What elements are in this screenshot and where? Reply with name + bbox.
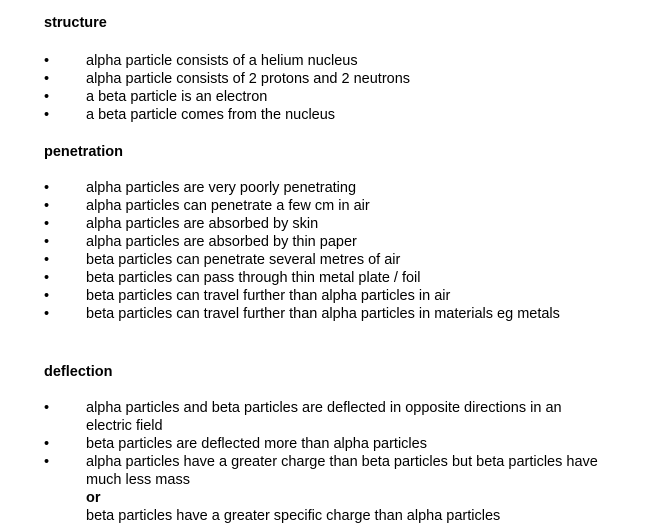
list-item-text: alpha particles are very poorly penetrating xyxy=(86,180,357,196)
list-item xyxy=(44,269,604,287)
list-item-text: alpha particle consists of 2 protons and 2 neutrons xyxy=(86,71,411,87)
list-item xyxy=(44,435,604,453)
list-item xyxy=(44,52,604,70)
penetration-list xyxy=(44,179,604,323)
bullet: • xyxy=(44,53,50,69)
list-item-text: alpha particles can penetrate a few cm in air xyxy=(86,198,370,214)
list-item xyxy=(44,70,604,88)
section-heading-penetration: penetration xyxy=(44,144,123,160)
list-item-text: alpha particle consists of a helium nucleus xyxy=(86,53,358,69)
section-heading-structure: structure xyxy=(44,15,107,31)
list-item-text: beta particles are deflected more than alpha particles xyxy=(86,436,427,452)
list-item-text: beta particles can pass through thin metal plate / foil xyxy=(86,270,421,286)
structure-list xyxy=(44,52,604,124)
bullet: • xyxy=(44,89,50,105)
list-item-text: alpha particles and beta particles are deflected in opposite directions in an electric field xyxy=(86,400,562,434)
list-item-text: beta particles can travel further than alpha particles in air xyxy=(86,288,451,304)
bullet: • xyxy=(44,288,50,304)
list-item xyxy=(44,305,604,323)
bullet: • xyxy=(44,306,50,322)
list-item xyxy=(44,106,604,124)
list-item-text: alpha particles are absorbed by thin paper xyxy=(86,234,357,250)
list-item xyxy=(44,88,604,106)
list-item-text: alpha particles are absorbed by skin xyxy=(86,216,319,232)
list-item-text: beta particles can travel further than alpha particles in materials eg metals xyxy=(86,306,560,322)
bullet: • xyxy=(44,107,50,123)
list-item xyxy=(44,251,604,269)
bullet: • xyxy=(44,252,50,268)
bullet: • xyxy=(44,270,50,286)
bullet: • xyxy=(44,436,50,452)
list-item-text: beta particles can penetrate several metres of air xyxy=(86,252,401,268)
bullet: • xyxy=(44,198,50,214)
list-item xyxy=(44,399,604,435)
bullet: • xyxy=(44,400,50,416)
section-heading-deflection: deflection xyxy=(44,364,113,380)
alternative-answer-text: beta particles have a greater specific charge than alpha particles xyxy=(86,508,501,524)
list-item xyxy=(44,179,604,197)
list-item xyxy=(44,215,604,233)
list-item-text: a beta particle is an electron xyxy=(86,89,268,105)
list-item-text: alpha particles have a greater charge than beta particles but beta particles have much less mass xyxy=(86,454,598,488)
bullet: • xyxy=(44,216,50,232)
list-item-text: a beta particle comes from the nucleus xyxy=(86,107,336,123)
bullet: • xyxy=(44,454,50,470)
bullet: • xyxy=(44,234,50,250)
bullet: • xyxy=(44,180,50,196)
deflection-list xyxy=(44,399,604,525)
list-item xyxy=(44,233,604,251)
bullet: • xyxy=(44,71,50,87)
list-item xyxy=(44,453,604,525)
list-item xyxy=(44,287,604,305)
or-label: or xyxy=(86,490,101,506)
list-item xyxy=(44,197,604,215)
